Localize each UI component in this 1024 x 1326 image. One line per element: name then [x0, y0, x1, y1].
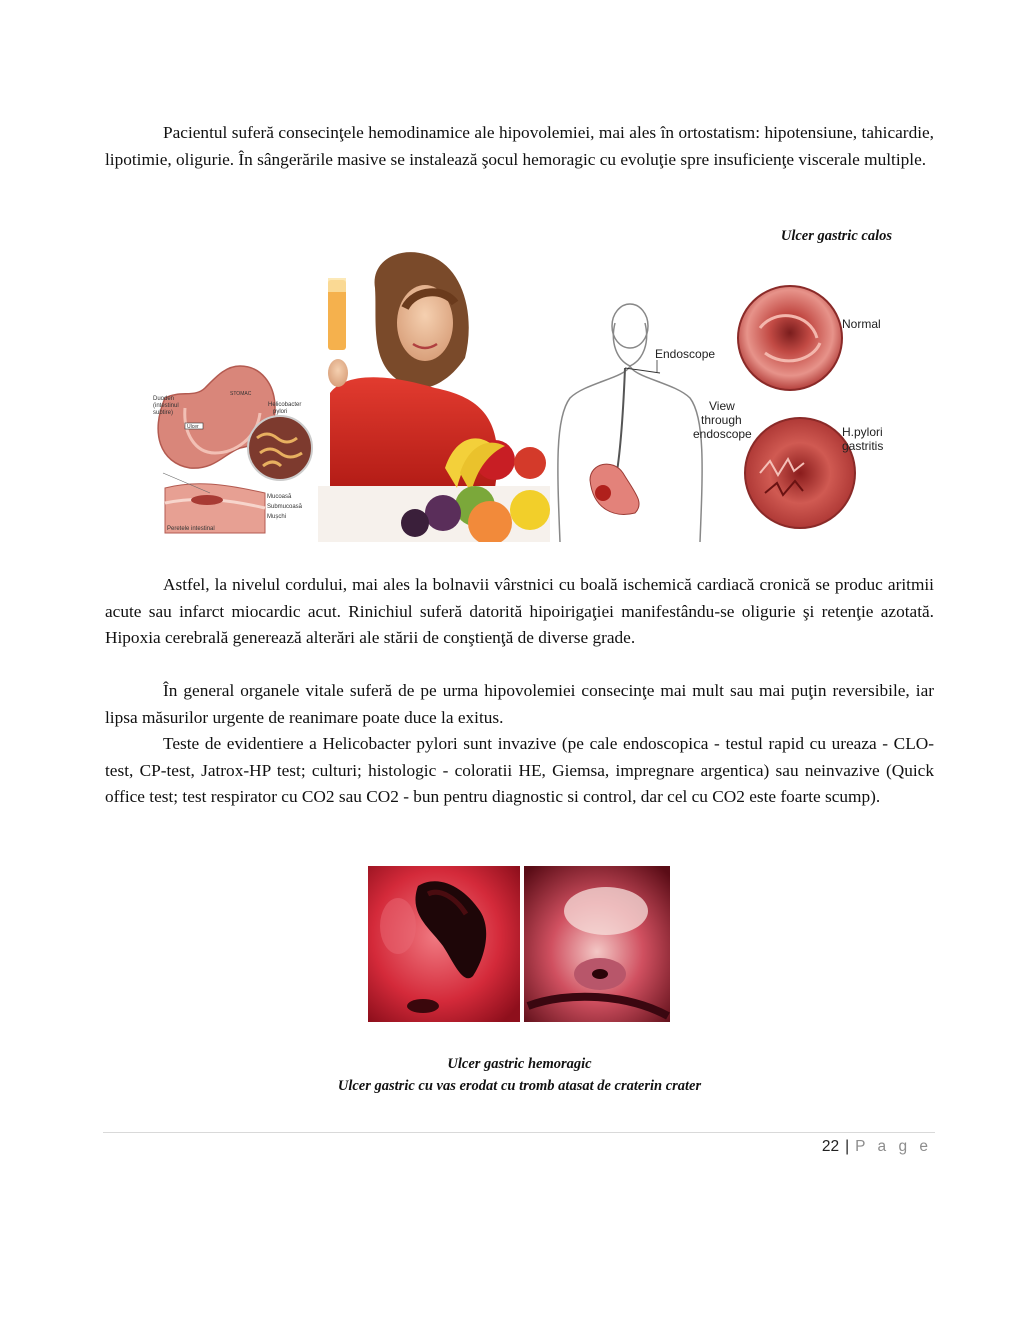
paragraph-hpylori-tests: Teste de evidentiere a Helicobacter pylori sunt invazive (pe cale endoscopica - testul rapid cu ureaza - CLO-test, CP-test, Jatrox-HP test; culturi; histologic - coloratii HE, Giemsa, impregnare argentica) sau neinvazive (Quick office test; test respirator cu CO2 sau CO2 - bun pentru diagnostic si control, dar cel cu CO2 este foarte scump).	[105, 734, 934, 806]
paragraph-vital-organs: În general organele vitale suferă de pe urma hipovolemiei consecinţe mai mult sau mai puţin reversibile, iar lipsa măsurilor urgente de reanimare poate duce la exitus.	[105, 681, 934, 727]
caption-ulcer-hemoragic: Ulcer gastric hemoragic	[447, 1056, 592, 1072]
footer-separator: |	[845, 1138, 850, 1155]
label-hpylori: H.pylori	[842, 425, 883, 439]
label-perete: Peretele intestinal	[167, 526, 215, 532]
label-through: through	[701, 413, 742, 427]
footer-divider	[103, 1132, 935, 1133]
label-muschi: Mușchi	[267, 514, 287, 520]
label-submucoasa: Submucoasă	[267, 504, 303, 510]
label-duoden-sub: (intestinul	[153, 403, 179, 409]
page-footer	[822, 1138, 932, 1156]
paragraph-organ-effects: Astfel, la nivelul cordului, mai ales la bolnavii vârstnici cu boală ischemică cardiacă cronică se produc aritmii acute sau infarct miocardic acut. Rinichiul suferă datorită hipoirigaţiei manifestându-se oligurie şi retenţie azotată. Hipoxia cerebrală generează alterări ale stării de conştienţă de diverse grade.	[105, 575, 934, 647]
label-gastritis: gastritis	[842, 439, 884, 453]
woman-with-fruits-photo	[318, 248, 550, 542]
label-endoscope: Endoscope	[655, 347, 716, 361]
caption-ulcer-calos: Ulcer gastric calos	[780, 228, 892, 244]
paragraph-hemodynamics: Pacientul suferă consecinţele hemodinamice ale hipovolemiei, mai ales în ortostatism: hipotensiune, tahicardie, lipotimie, oligurie. În sângerările masive se instalează şocul hemoragic cu evoluţie spre insuficienţe viscerale multiple.	[105, 123, 934, 169]
page-number: 22	[821, 1138, 840, 1155]
page-label: P a g e	[855, 1138, 932, 1155]
endoscopy-photo-vessel-ulcer	[524, 866, 670, 1022]
figure-endoscopic-ulcers	[368, 866, 670, 1022]
label-helicobacter: Helicobacter	[268, 402, 302, 408]
label-duoden: Duoden	[153, 396, 175, 402]
label-view-endoscope: endoscope	[693, 427, 752, 441]
endoscopic-views-panel	[738, 286, 883, 528]
label-stomac: STOMAC	[230, 391, 252, 397]
stomach-anatomy-panel	[145, 353, 315, 538]
label-ulcer: Ulcer	[187, 424, 199, 430]
label-pylori: pylori	[273, 409, 288, 415]
endoscopy-photo-hemorrhagic-ulcer	[368, 866, 520, 1022]
figure-ulcer-illustration	[145, 248, 895, 542]
endoscope-diagram	[550, 304, 752, 542]
label-duoden-sub2: subtire)	[153, 410, 174, 416]
label-normal: Normal	[842, 317, 881, 331]
label-mucoasa: Mucoasă	[267, 494, 292, 500]
label-view: View	[709, 399, 735, 413]
caption-ulcer-vas-erodat: Ulcer gastric cu vas erodat cu tromb atasat de craterin crater	[337, 1078, 702, 1094]
